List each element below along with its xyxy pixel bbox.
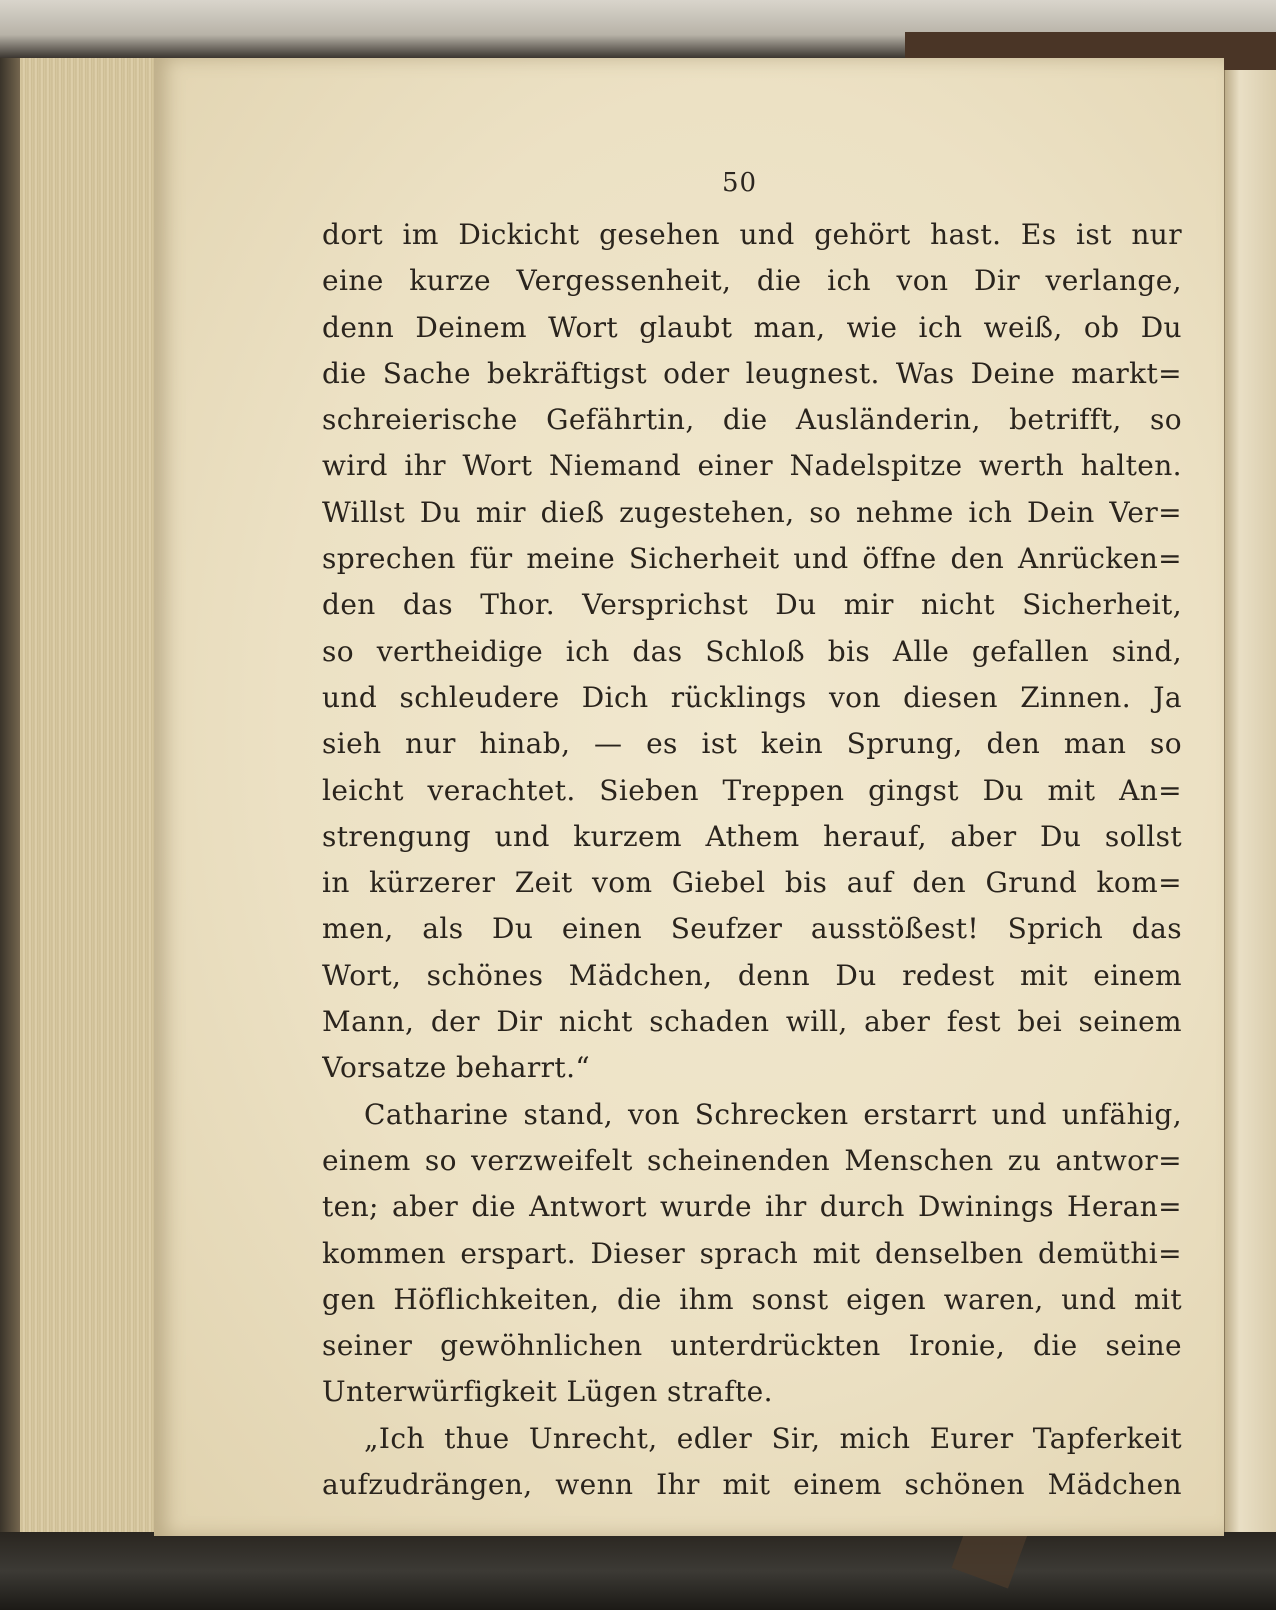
text-line: dort im Dickicht gesehen und gehört hast. Es ist nur [322, 218, 1182, 251]
text-line: Wort, schönes Mädchen, denn Du redest mit einem [322, 958, 1182, 992]
text-line: leicht verachtet. Sieben Treppen gingst Du mit An= [322, 773, 1182, 807]
text-line: ten; aber die Antwort wurde ihr durch Dwinings Heran= [322, 1190, 1182, 1224]
text-line: eine kurze Vergessenheit, die ich von Dir verlange, [322, 264, 1182, 298]
text-line: sieh nur hinab, — es ist kein Sprung, den man so [322, 727, 1182, 761]
text-line: so vertheidige ich das Schloß bis Alle gefallen sind, [322, 634, 1182, 668]
page-edges-right [1224, 70, 1276, 1536]
text-line: kommen erspart. Dieser sprach mit denselben demüthi= [322, 1236, 1182, 1270]
page-edges-left [20, 58, 160, 1536]
text-line: „Ich thue Unrecht, edler Sir, mich Eurer Tapferkeit [364, 1421, 1182, 1455]
text-line: strengung und kurzem Athem herauf, aber Du sollst [322, 819, 1182, 853]
page-text [322, 212, 1182, 1508]
text-line: schreierische Gefährtin, die Ausländerin, betrifft, so [322, 403, 1182, 437]
text-line: men, als Du einen Seufzer ausstößest! Sprich das [322, 912, 1182, 946]
text-line: aufzudrängen, wenn Ihr mit einem schönen Mädchen [322, 1468, 1182, 1502]
text-line: in kürzerer Zeit vom Giebel bis auf den Grund kom= [322, 866, 1182, 900]
book-spine-shadow [0, 58, 22, 1536]
background-bottom [0, 1532, 1276, 1610]
text-line: die Sache bekräftigst oder leugnest. Was Deine markt= [322, 356, 1182, 390]
text-line: den das Thor. Versprichst Du mir nicht Sicherheit, [322, 588, 1182, 622]
text-line: gen Höflichkeiten, die ihm sonst eigen waren, und mit [322, 1282, 1182, 1316]
text-line: Vorsatze beharrt.“ [322, 1051, 591, 1085]
text-line: Mann, der Dir nicht schaden will, aber fest bei seinem [322, 1005, 1182, 1039]
text-line: Catharine stand, von Schrecken erstarrt und unfähig, [364, 1097, 1182, 1131]
page-number: 50 [722, 168, 758, 198]
text-line: und schleudere Dich rücklings von diesen Zinnen. Ja [322, 680, 1182, 714]
text-line: Willst Du mir dieß zugestehen, so nehme ich Dein Ver= [322, 495, 1182, 529]
text-line: sprechen für meine Sicherheit und öffne den Anrücken= [322, 542, 1182, 576]
text-line: seiner gewöhnlichen unterdrückten Ironie, die seine [322, 1329, 1182, 1363]
text-line: denn Deinem Wort glaubt man, wie ich weiß, ob Du [322, 310, 1182, 344]
text-line: Unterwürfigkeit Lügen strafte. [322, 1375, 773, 1409]
text-line: einem so verzweifelt scheinenden Menschen zu antwor= [322, 1143, 1182, 1177]
text-line: wird ihr Wort Niemand einer Nadelspitze werth halten. [322, 449, 1182, 483]
